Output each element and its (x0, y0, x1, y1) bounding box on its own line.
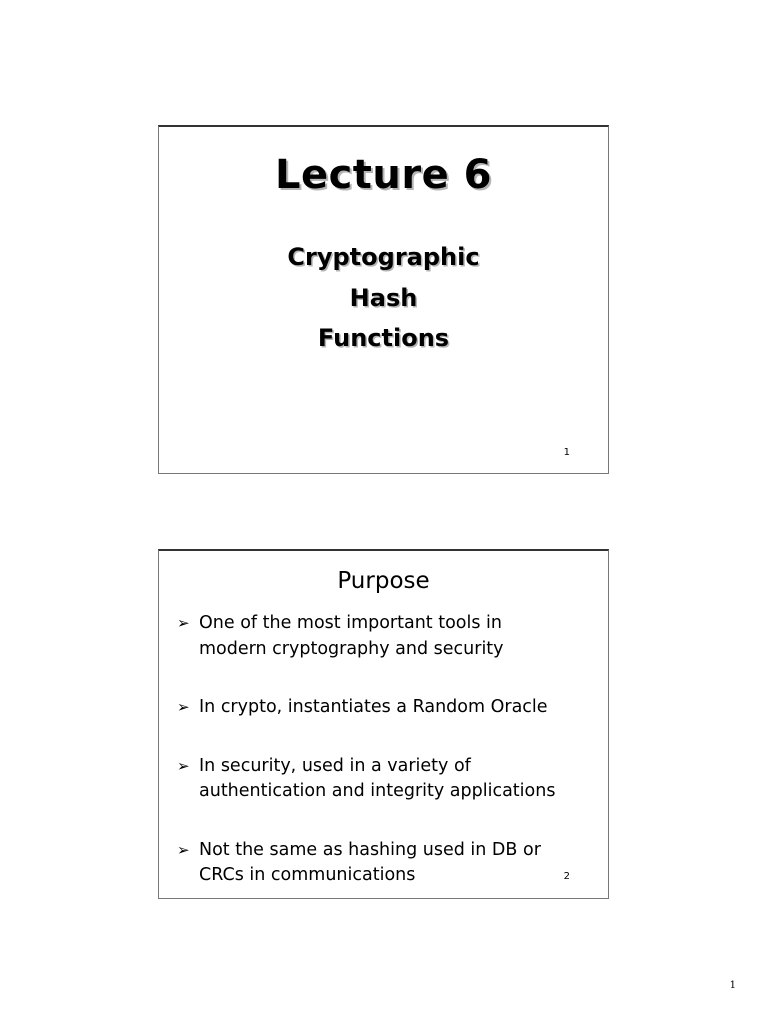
subtitle-line: Hash (349, 283, 418, 312)
slide-title: Purpose (337, 568, 430, 594)
slide-number: 1 (563, 447, 570, 458)
bullet-text-line: In crypto, instantiates a Random Oracle (199, 697, 548, 717)
page-number: 1 (729, 980, 736, 991)
slide-1 (158, 125, 609, 474)
slide-number: 2 (563, 871, 570, 882)
subtitle-line: Functions (317, 324, 450, 352)
bullet-item (177, 838, 588, 889)
bullet-item (177, 611, 588, 662)
bullet-item (177, 695, 588, 721)
subtitle-line: Cryptographic (287, 243, 480, 271)
bullet-text-line: modern cryptography and security (199, 638, 504, 659)
bullet-text-line: CRCs in communications (199, 865, 416, 885)
bullet-text-line: One of the most important tools in (199, 613, 502, 633)
arrowhead-bullet-icon: ➢ (177, 698, 190, 716)
arrowhead-bullet-icon: ➢ (177, 840, 190, 859)
arrowhead-bullet-icon: ➢ (177, 756, 190, 775)
bullet-item (177, 754, 588, 805)
bullet-text-line: authentication and integrity applications (199, 781, 556, 801)
bullet-text-line: In security, used in a variety of (199, 755, 471, 776)
arrowhead-bullet-icon: ➢ (177, 614, 190, 632)
bullet-text-line: Not the same as hashing used in DB or (199, 839, 541, 860)
bullet-list (177, 611, 588, 922)
slide-title: Lecture 6 (274, 152, 493, 198)
slide-2 (158, 549, 609, 899)
slide-subtitle (159, 237, 608, 359)
